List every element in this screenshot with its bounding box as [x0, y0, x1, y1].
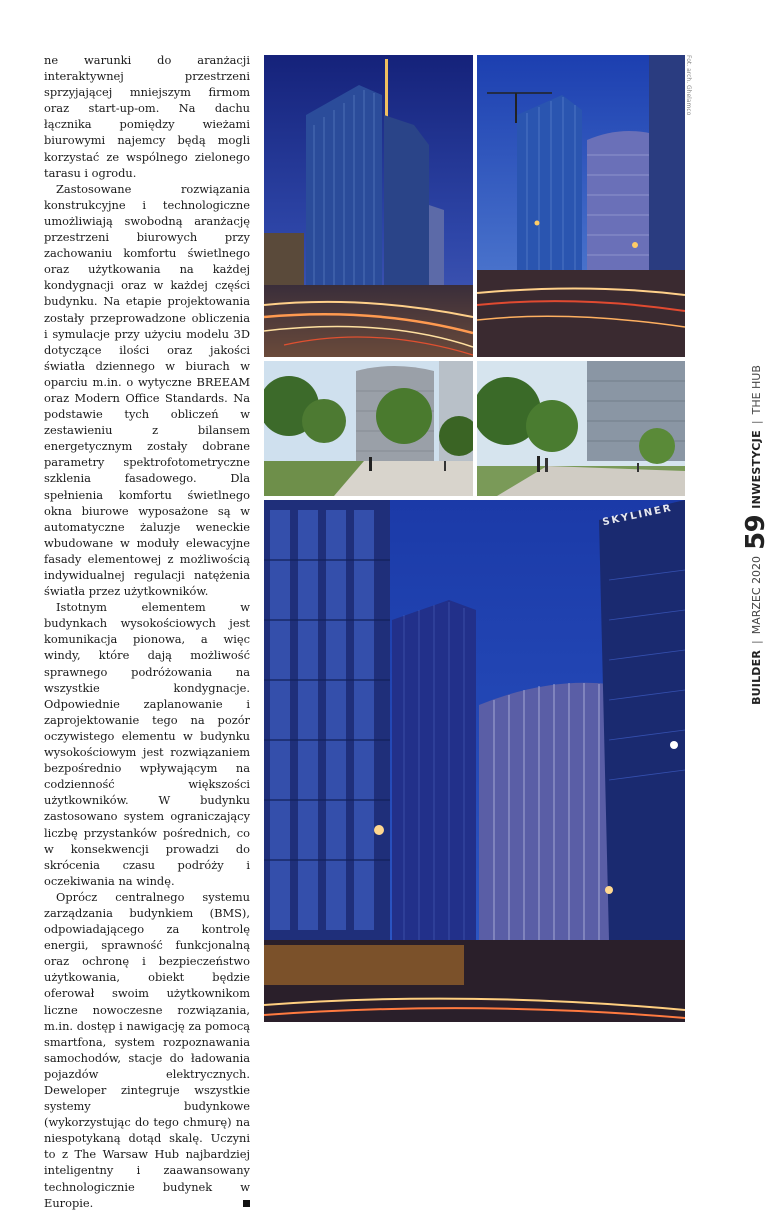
- page-number: 59: [741, 514, 771, 550]
- page-folio: [736, 365, 776, 705]
- folio-separator-2: |: [749, 420, 763, 425]
- photo-towers-dusk-right: [477, 55, 685, 357]
- photo-plaza-greenery-right: [477, 361, 685, 496]
- end-of-article-mark: [243, 1200, 250, 1207]
- skyliner-sign: SKYLINER: [601, 502, 674, 529]
- photo-credit: Fot. arch. Ghelamco: [685, 55, 692, 116]
- subsection-name: THE HUB: [749, 365, 763, 415]
- photo-towers-dusk-left: [264, 55, 473, 357]
- magazine-name: BUILDER: [749, 649, 763, 705]
- paragraph-3: Istotnym elementem w budynkach wysokościowych jest komunikacja pionowa, a więc windy, które dają możliwość sprawnego podróżowania na wszystkie kondygnacje. Odpowiednie zaplanowanie i zaprojektowanie tego na pozór oczywistego elementu w budynku wysokościowym jest rozwiązaniem bezpośrednio wpływającym na codzienność większości użytkowników. W budynku zastosowano system ograniczający liczbę przystanków pośrednich, co w konsekwencji prowadzi do skrócenia czasu podróży i oczekiwania na windę.: [44, 600, 250, 888]
- paragraph-1: ne warunki do aranżacji interaktywnej przestrzeni sprzyjającej mniejszym firmom oraz start-up-om. Na dachu łącznika pomiędzy wieżami biurowymi najemcy będą mogli korzystać ze wspólnego zielonego tarasu i ogrodu.: [44, 53, 250, 180]
- issue-date: MARZEC 2020: [749, 555, 763, 635]
- paragraph-4-text: Oprócz centralnego systemu zarządzania budynkiem (BMS), odpowiadającego za kontrolę energii, sprawność funkcjonalną oraz ochronę i bezpieczeństwo użytkowania, obiekt będzie oferował swoim użytkownikom liczne nowoczesne rozwiązania, m.in. dostęp i nawigację za pomocą smartfona, system rozpoznawania samochodów, stacje do ładowania pojazdów elektrycznych. Deweloper zintegruje wszystkie systemy budynkowe (wykorzystując do tego chmurę) na niespotykaną dotąd skalę. Uczyni to z The Warsaw Hub najbardziej inteligentny i zaawansowany technologicznie budynek w Europie.: [44, 889, 250, 1210]
- photo-the-warsaw-hub-night: [264, 500, 685, 1022]
- photo-plaza-greenery-left: [264, 361, 473, 496]
- article-body: [44, 52, 250, 1211]
- paragraph-2: Zastosowane rozwiązania konstrukcyjne i technologiczne umożliwiają swobodną aranżację przestrzeni biurowych przy zachowaniu komfortu świetlnego oraz użytkowania na każdej kondygnacji oraz w każdej części budynku. Na etapie projektowania zostały przeprowadzone obliczenia i symulacje przy użyciu modelu 3D dotyczące ilości oraz jakości światła dziennego w biurach w oparciu m.in. o wytyczne BREEAM oraz Modern Office Standards. Na podstawie tych obliczeń w zestawieniu z bilansem energetycznym zostały dobrane parametry spektrofotometryczne szklenia fasadowego. Dla spełnienia komfortu świetlnego okna biurowe wyposażone są w automatyczne żaluzje weneckie wbudowane w moduły elewacyjne fasady elementowej z możliwością indywidualnej regulacji natężenia światła przez użytkowników.: [44, 181, 250, 599]
- folio-separator-1: |: [749, 640, 763, 644]
- paragraph-4: [44, 889, 250, 1211]
- section-name: INWESTYCJE: [749, 430, 763, 509]
